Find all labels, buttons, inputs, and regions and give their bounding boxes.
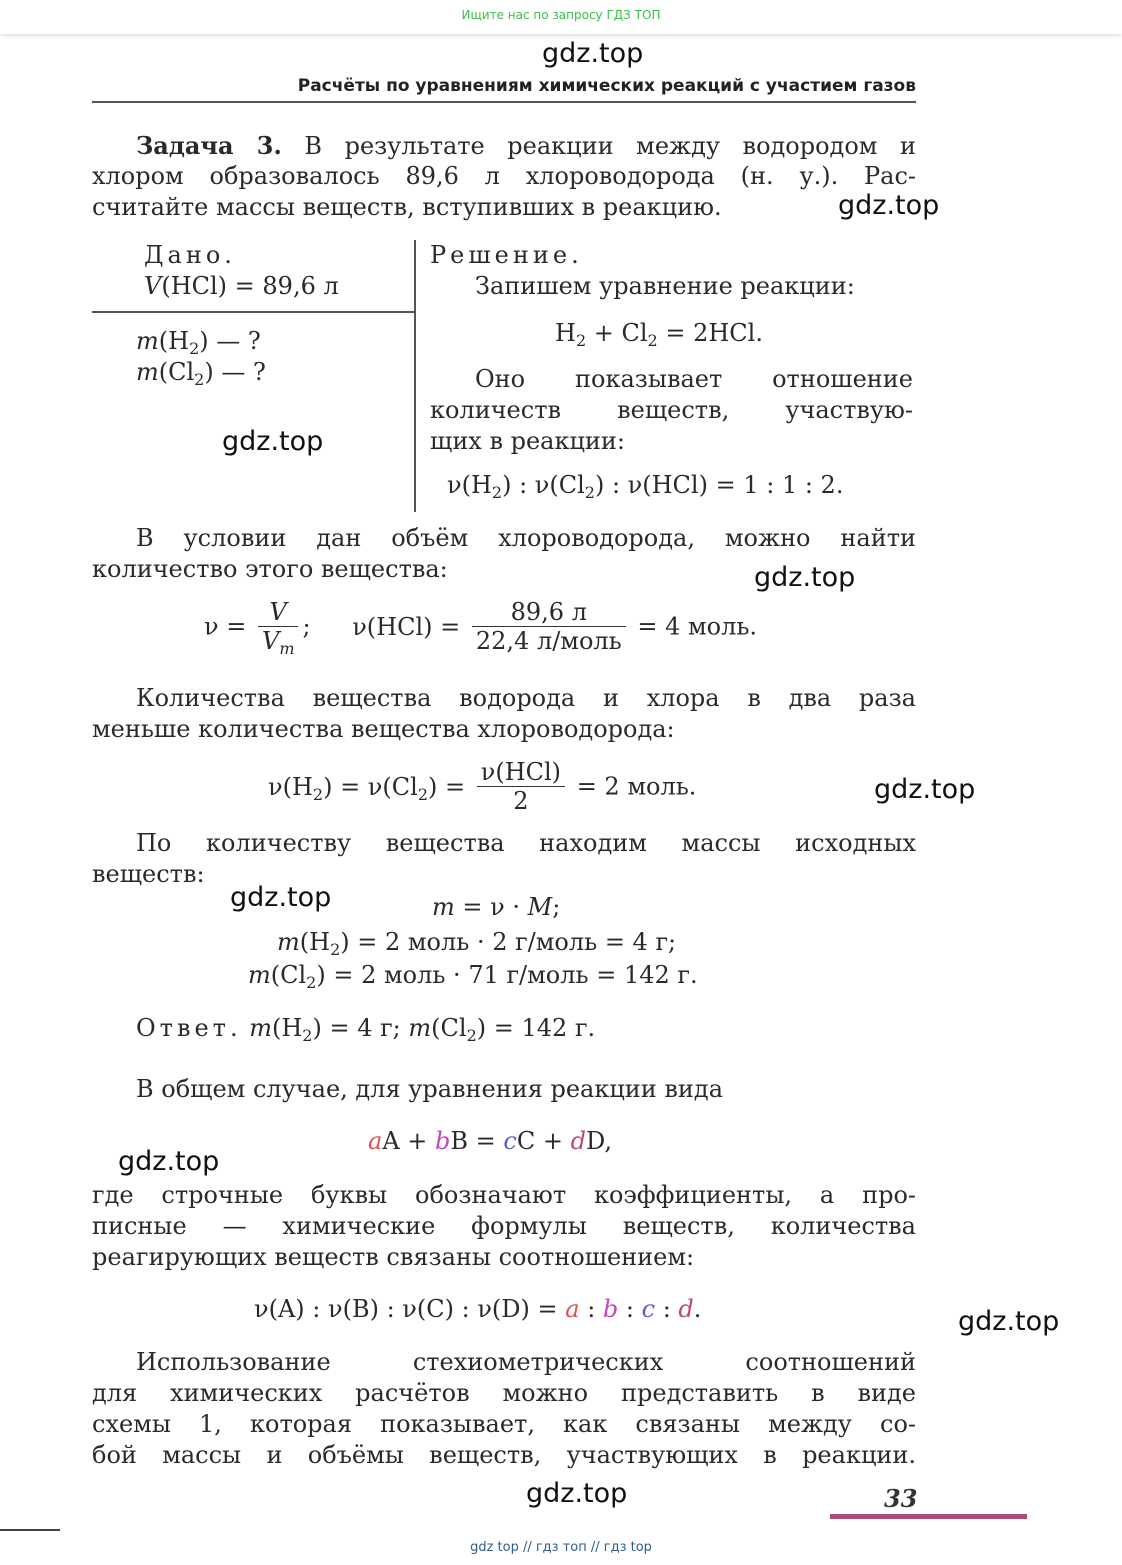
task-label: Задача 3. [136, 131, 282, 160]
formula-denominator: 22,4 л/моль [475, 627, 622, 655]
watermark: gdz.top [230, 882, 332, 913]
task-text-1: В результате реакции между водородом и [304, 132, 916, 160]
page-number: 33 [884, 1484, 918, 1513]
watermark: gdz.top [222, 426, 324, 457]
given-volume: V(HCl) = 89,6 л [144, 272, 339, 300]
top-banner [0, 0, 1122, 34]
answer-label: Ответ. [136, 1014, 242, 1042]
para6-line-4: бой массы и объёмы веществ, участвующих в реакции. [92, 1441, 916, 1469]
para1-line-1: В условии дан объём хлороводорода, можно найти [136, 524, 916, 552]
page-header: Расчёты по уравнениям химических реакций с участием газов [297, 76, 916, 96]
para5-line-2: писные — химические формулы веществ, количества [92, 1212, 916, 1240]
formula-result: = 4 моль. [637, 612, 758, 641]
general-equation: aA + bB = cC + dD, [368, 1127, 612, 1155]
para4: В общем случае, для уравнения реакции вида [136, 1075, 724, 1103]
watermark: gdz.top [874, 774, 976, 805]
solution-line-3: Оно показывает отношение [475, 365, 913, 393]
watermark: gdz.top [838, 190, 940, 221]
formula-numerator: 89,6 л [472, 598, 626, 627]
mass-h2: $m(H_2) = 2$ моль · 2 г/моль = 4 г; [277, 928, 677, 959]
watermark: gdz.top [958, 1306, 1060, 1337]
general-ratio: ν(A) : ν(B) : ν(C) : ν(D) = a : b : c : d. [254, 1295, 702, 1323]
task-line-1 [92, 130, 916, 162]
formula-nu: ν = $\frac{V}{V_m}$ ; ν(HCl) = $\frac{89,6 л}{\text{22,4 л/моль}}$ = 4 моль. [204, 598, 758, 658]
watermark: gdz.top [754, 562, 856, 593]
para3-line-2: веществ: [92, 860, 205, 888]
solution-line-4: количеств веществ, участвую- [430, 396, 913, 424]
para6-line-3: схемы 1, которая показывает, как связаны между со- [92, 1410, 916, 1438]
formula-half: $\nu(H_2) = \nu(Cl_2)$ = $\frac{\text{ν(HCl)}}{2}$ = 2 моль. [268, 758, 697, 815]
watermark: gdz.top [542, 38, 644, 69]
para5-line-3: реагирующих веществ связаны соотношением: [92, 1243, 695, 1271]
solution-line-1: Запишем уравнение реакции: [475, 272, 855, 300]
para5-line-1: где строчные буквы обозначают коэффициенты, а про- [92, 1181, 916, 1209]
answer: Ответ. $m(H_2) = 4$ г; $m(Cl_2) = 142$ г. [136, 1014, 596, 1045]
para2-line-1: Количества вещества водорода и хлора в два раза [136, 684, 916, 712]
find-mass-cl2: $m(Cl_2)$ — ? [136, 358, 266, 389]
given-title: Дано. [144, 241, 236, 269]
formula-half-result: = 2 моль. [576, 772, 697, 801]
ratio-equation: $\nu(H_2)$ : $\nu(Cl_2)$ : ν(HCl) = 1 : 1 : 2. [447, 471, 844, 502]
mass-cl2: $m(Cl_2) = 2$ моль · 71 г/моль = 142 г. [248, 961, 698, 992]
given-divider-horizontal [92, 311, 415, 313]
mass-formula: m = ν · M; [432, 893, 561, 921]
given-divider-vertical [414, 240, 416, 512]
solution-title: Решение. [430, 241, 583, 269]
para1-line-2: количество этого вещества: [92, 555, 448, 583]
solution-line-5: щих в реакции: [430, 427, 625, 455]
para2-line-2: меньше количества вещества хлороводорода: [92, 715, 675, 743]
footer-links[interactable]: gdz top // гдз топ // гдз top [470, 1540, 652, 1555]
task-line-2: хлором образовалось 89,6 л хлороводорода (н. у.). Рас- [92, 162, 916, 190]
find-mass-h2: $m(H_2)$ — ? [136, 327, 261, 358]
para6-line-1: Использование стехиометрических соотношений [136, 1348, 916, 1376]
para3-line-1: По количеству вещества находим массы исходных [136, 829, 916, 857]
header-rule [92, 101, 916, 103]
task-line-3: считайте массы веществ, вступивших в реакцию. [92, 193, 722, 221]
page-number-bar [830, 1514, 1027, 1519]
para6-line-2: для химических расчётов можно представить в виде [92, 1379, 916, 1407]
watermark: gdz.top [118, 1146, 220, 1177]
left-edge-mark [0, 1529, 60, 1531]
top-banner-text[interactable]: Ищите нас по запросу ГДЗ ТОП [461, 8, 661, 22]
watermark: gdz.top [526, 1478, 628, 1509]
reaction-equation: $H_2 + Cl_2 = 2HCl$. [555, 319, 763, 350]
